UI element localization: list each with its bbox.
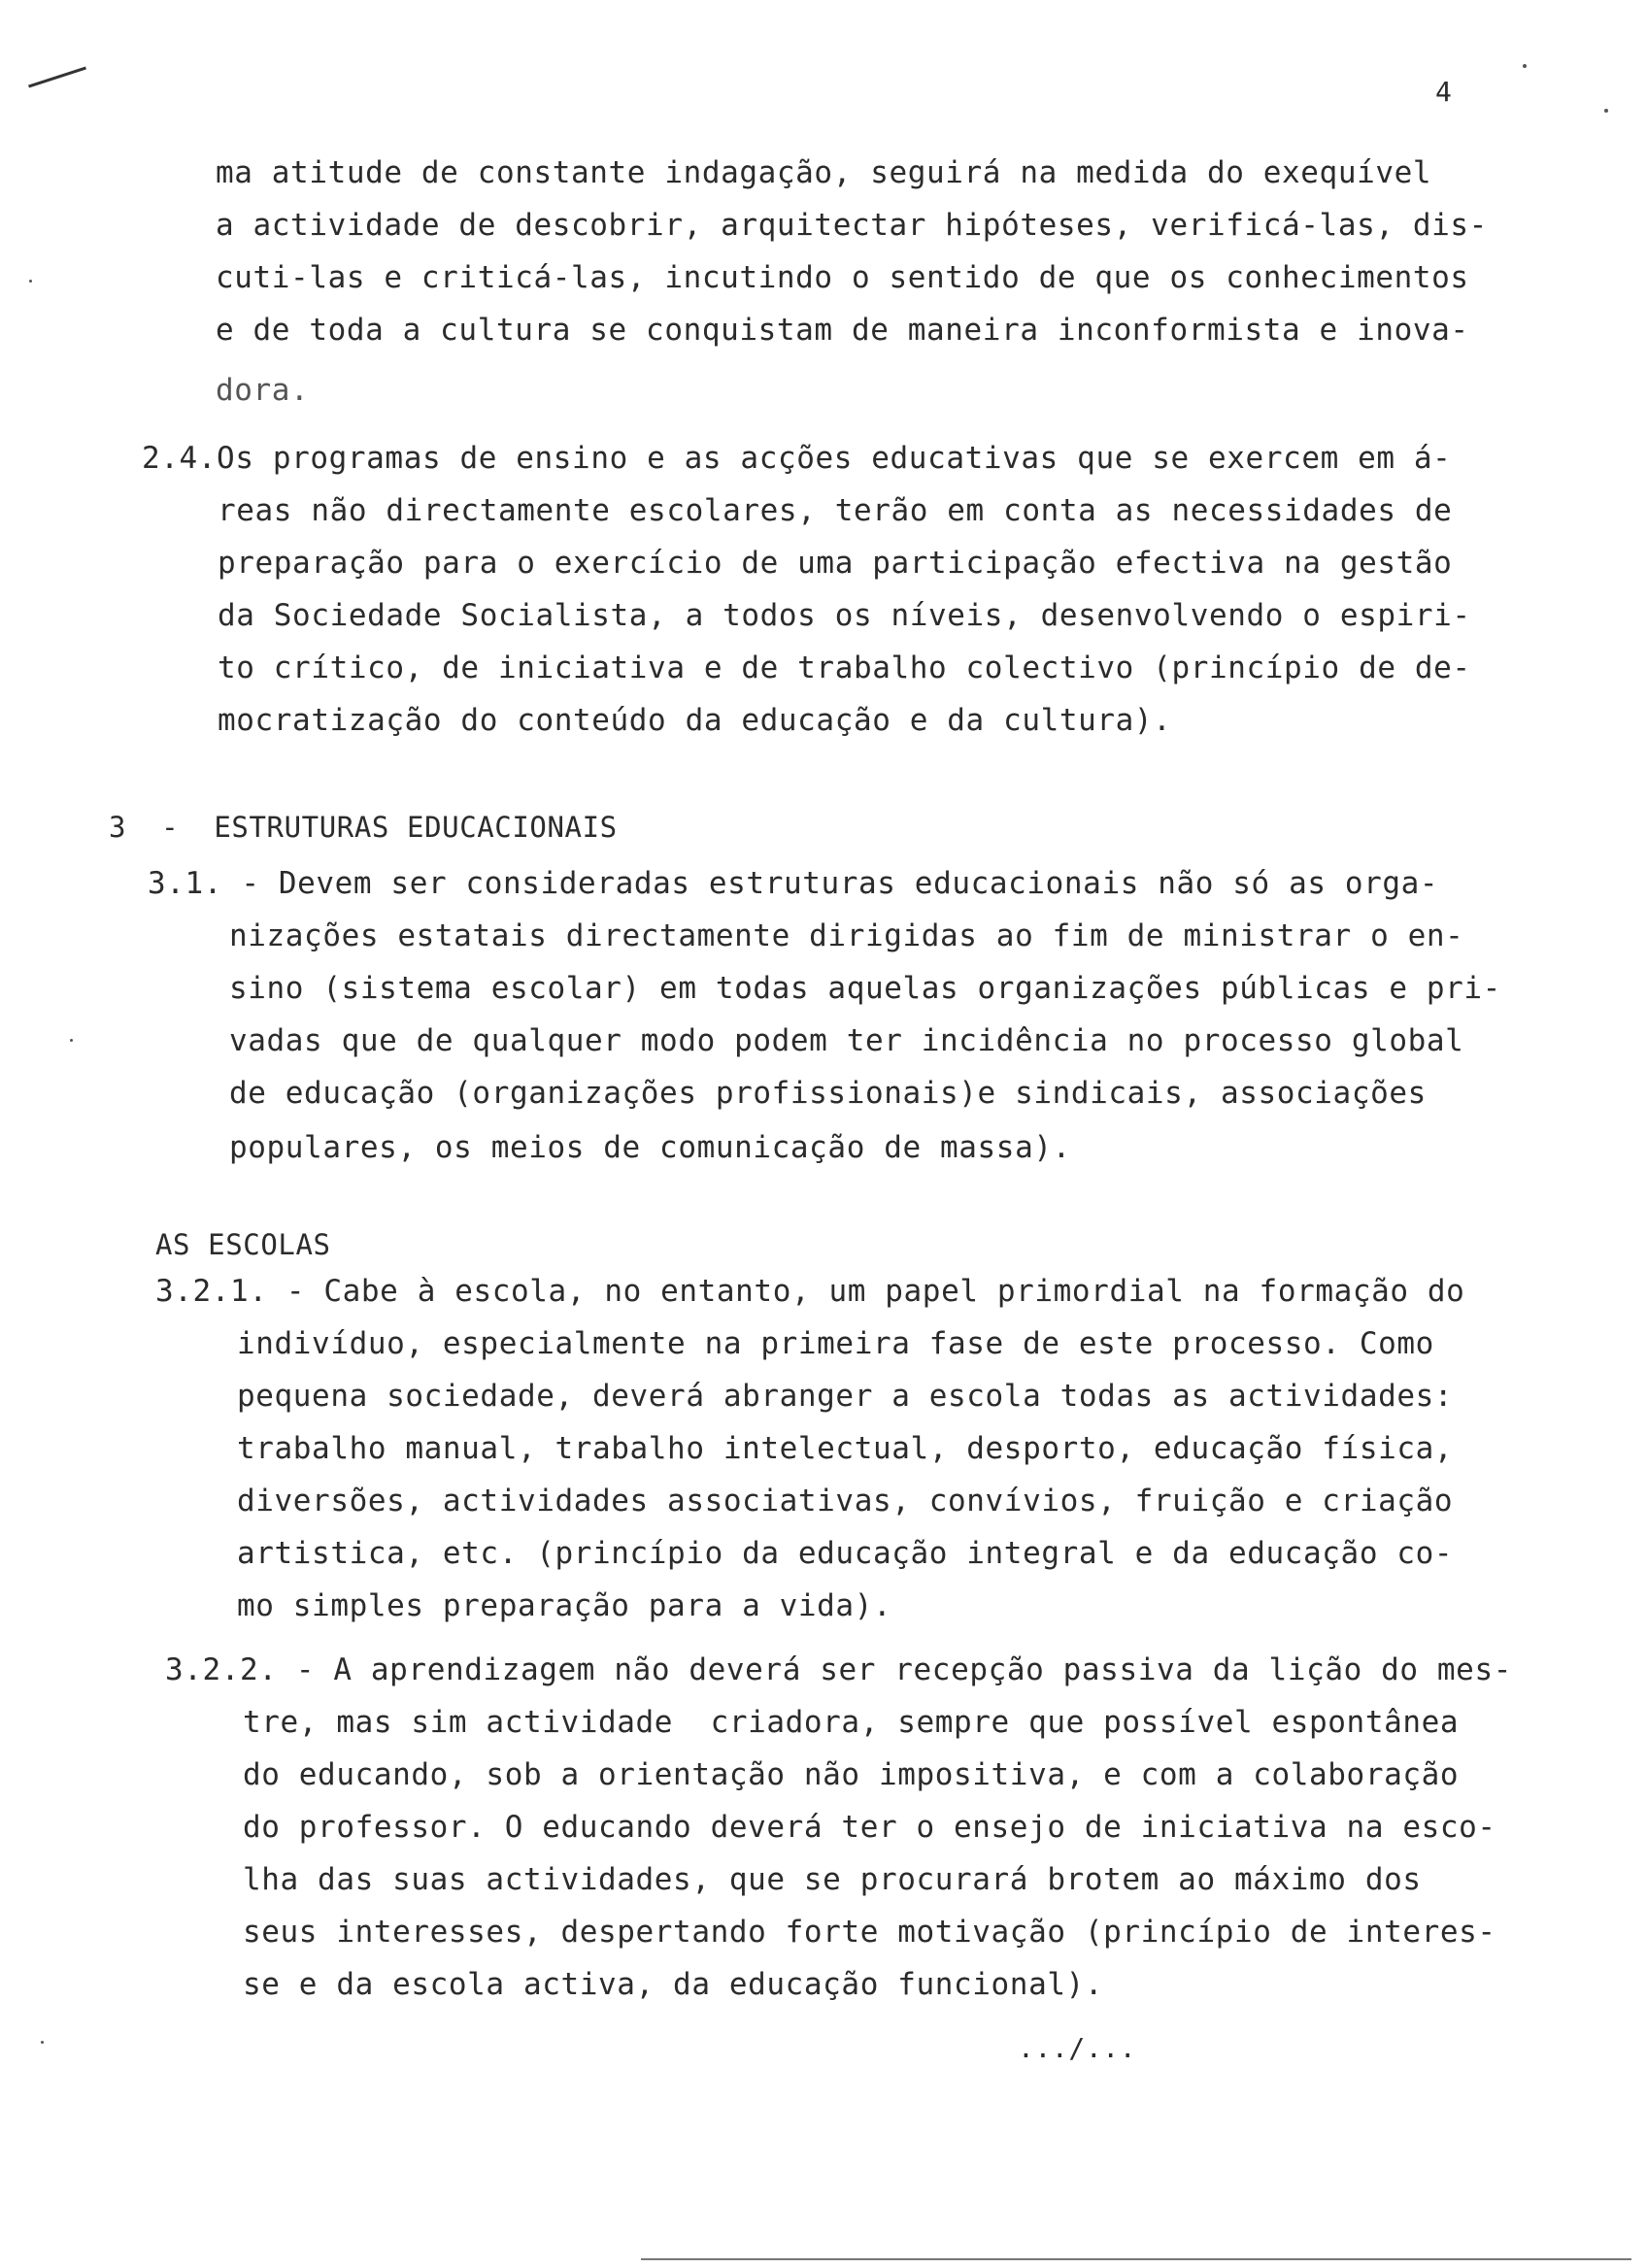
text-line: sino (sistema escolar) em todas aquelas organizações públicas e pri- bbox=[229, 971, 1501, 1006]
text-line: nizações estatais directamente dirigidas ao fim de ministrar o en- bbox=[229, 918, 1464, 953]
section-heading: 3 - ESTRUTURAS EDUCACIONAIS bbox=[109, 811, 618, 844]
text-line: tre, mas sim actividade criadora, sempre que possível espontânea bbox=[243, 1705, 1460, 1740]
text-line: lha das suas actividades, que se procurará brotem ao máximo dos bbox=[243, 1862, 1422, 1897]
text-line: artistica, etc. (princípio da educação integral e da educação co- bbox=[237, 1536, 1454, 1571]
pen-stroke-mark bbox=[28, 66, 86, 87]
text-line: vadas que de qualquer modo podem ter incidência no processo global bbox=[229, 1023, 1464, 1058]
text-line: de educação (organizações profissionais)e sindicais, associações bbox=[229, 1076, 1427, 1111]
paragraph-3-1-line: 3.1. - Devem ser consideradas estruturas educacionais não só as orga- bbox=[148, 866, 1439, 901]
text-line: pequena sociedade, deverá abranger a escola todas as actividades: bbox=[237, 1379, 1454, 1414]
text-line: diversões, actividades associativas, convívios, fruição e criação bbox=[237, 1484, 1454, 1518]
speck bbox=[70, 1039, 73, 1042]
speck bbox=[41, 2041, 44, 2044]
text-line: to crítico, de iniciativa e de trabalho colectivo (princípio de de- bbox=[218, 650, 1471, 685]
text-line: indivíduo, especialmente na primeira fase de este processo. Como bbox=[237, 1326, 1434, 1361]
paragraph-3-2-2-line: 3.2.2. - A aprendizagem não deverá ser recepção passiva da lição do mes- bbox=[165, 1652, 1512, 1687]
text-line: reas não directamente escolares, terão em conta as necessidades de bbox=[218, 493, 1453, 528]
text-line: seus interesses, despertando forte motivação (princípio de interes- bbox=[243, 1915, 1496, 1950]
speck bbox=[29, 280, 32, 283]
text-line: dora. bbox=[216, 373, 310, 408]
text-line: ma atitude de constante indagação, seguirá na medida do exequível bbox=[216, 155, 1432, 190]
text-line: mocratização do conteúdo da educação e da cultura). bbox=[218, 703, 1172, 738]
text-line: mo simples preparação para a vida). bbox=[237, 1588, 892, 1623]
text-line: trabalho manual, trabalho intelectual, desporto, educação física, bbox=[237, 1431, 1454, 1466]
text-line: da Sociedade Socialista, a todos os níveis, desenvolvendo o espiri- bbox=[218, 598, 1471, 633]
subsection-heading: AS ESCOLAS bbox=[155, 1228, 331, 1261]
text-line: do professor. O educando deverá ter o ensejo de iniciativa na esco- bbox=[243, 1810, 1496, 1845]
bottom-edge-line bbox=[641, 2258, 1631, 2260]
text-line: cuti-las e criticá-las, incutindo o sentido de que os conhecimentos bbox=[216, 260, 1469, 295]
text-line: a actividade de descobrir, arquitectar hipóteses, verificá-las, dis- bbox=[216, 208, 1488, 243]
continuation-mark: .../... bbox=[1018, 2032, 1137, 2064]
text-line: do educando, sob a orientação não impositiva, e com a colaboração bbox=[243, 1757, 1460, 1792]
text-line: se e da escola activa, da educação funcional). bbox=[243, 1967, 1104, 2002]
page-number: 4 bbox=[1435, 76, 1452, 108]
text-line: e de toda a cultura se conquistam de maneira inconformista e inova- bbox=[216, 313, 1469, 348]
text-line: populares, os meios de comunicação de massa). bbox=[229, 1130, 1071, 1165]
speck bbox=[1604, 109, 1608, 113]
text-line: preparação para o exercício de uma participação efectiva na gestão bbox=[218, 546, 1453, 581]
speck bbox=[1523, 64, 1527, 68]
paragraph-3-2-1-line: 3.2.1. - Cabe à escola, no entanto, um papel primordial na formação do bbox=[155, 1274, 1465, 1309]
paragraph-2-4-line: 2.4.Os programas de ensino e as acções educativas que se exercem em á- bbox=[142, 441, 1452, 476]
